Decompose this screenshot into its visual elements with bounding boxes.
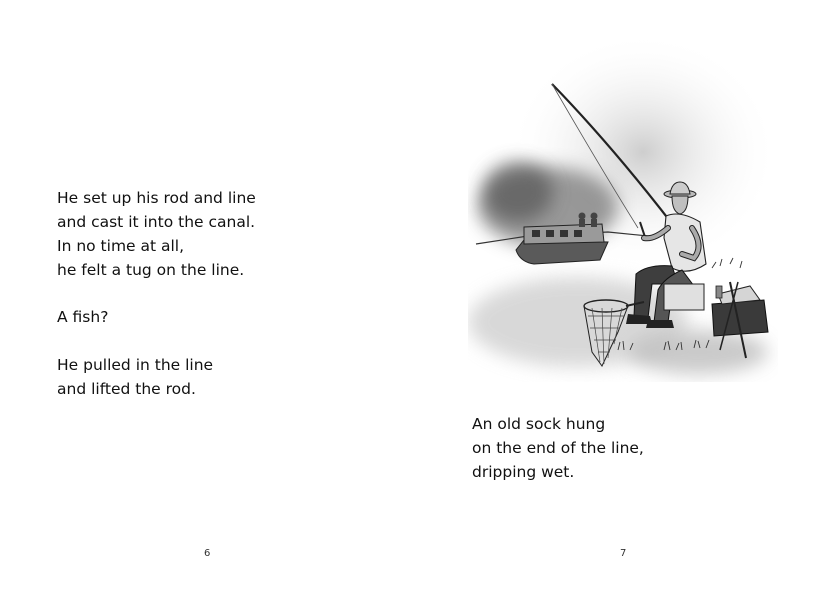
text-line: A fish? [57,308,109,326]
text-line: He pulled in the line [57,356,214,374]
text-line: and cast it into the canal. [57,213,256,231]
text-line: He set up his rod and line [57,189,256,207]
text-line: dripping wet. [472,463,575,481]
text-line: An old sock hung [472,415,606,433]
page-number: 6 [204,548,211,559]
text-line: and lifted the rod. [57,380,196,398]
text-line: In no time at all, [57,237,185,255]
paragraph-sock [472,412,644,484]
text-line: on the end of the line, [472,439,644,457]
fisherman-illustration [468,32,778,382]
paragraph-setup [57,186,256,282]
page-number: 7 [620,548,627,559]
paragraph-pull [57,353,213,401]
paragraph-question [57,305,108,329]
text-line: he felt a tug on the line. [57,261,245,279]
